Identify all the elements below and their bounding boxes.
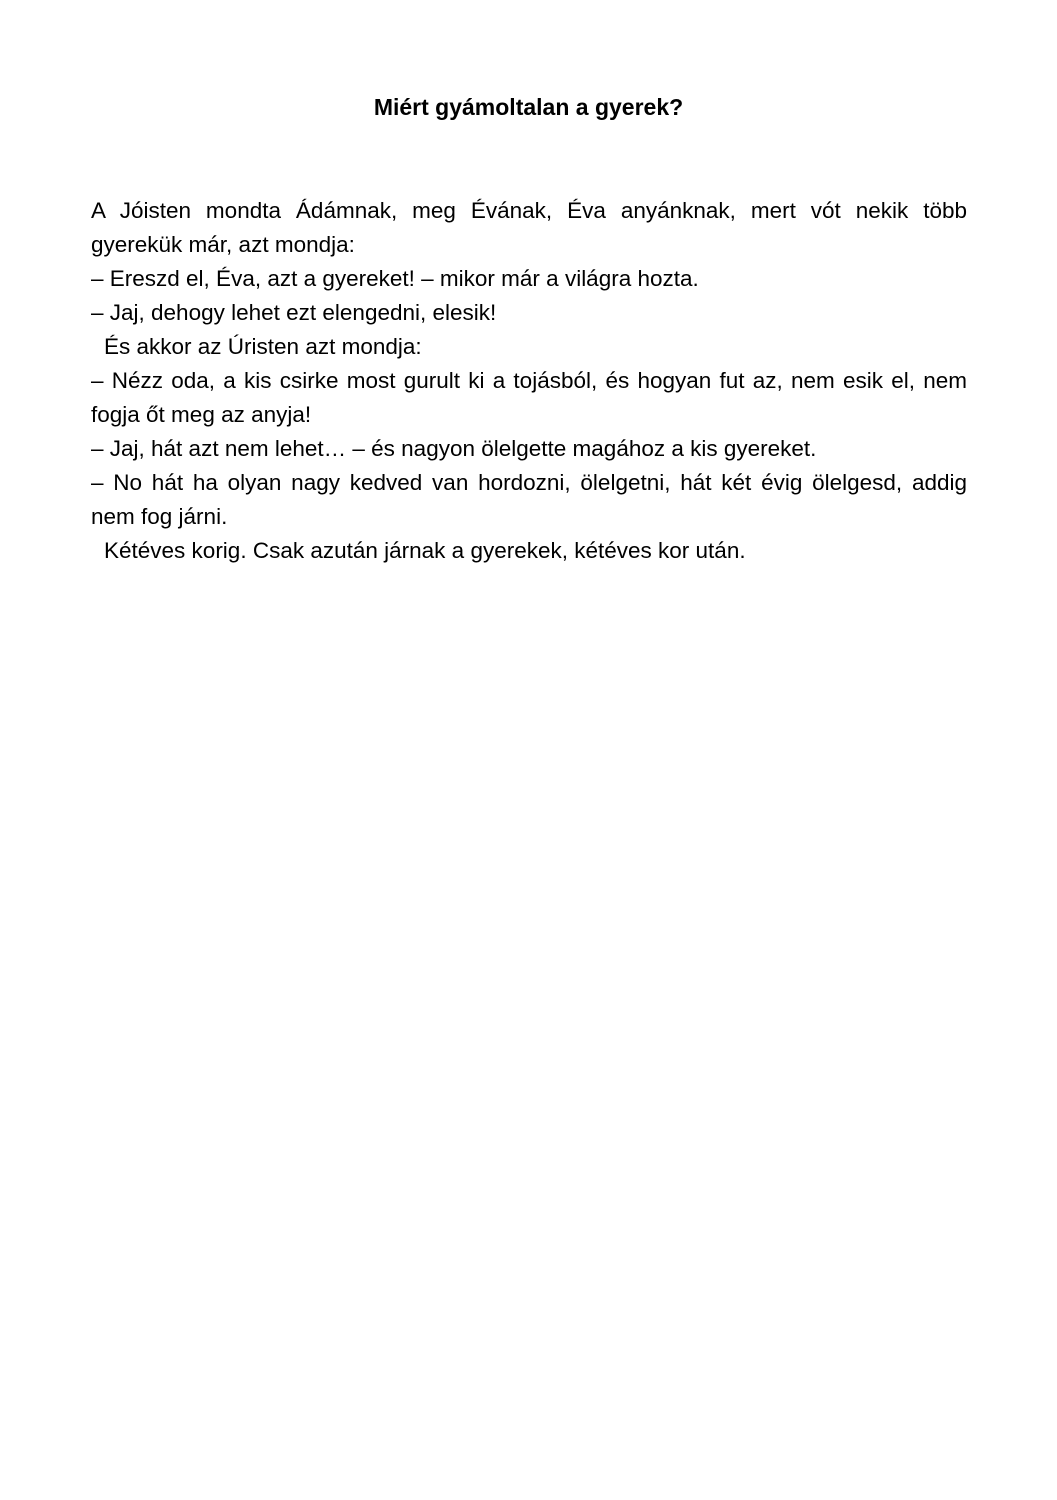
paragraph-5: – Nézz oda, a kis csirke most gurult ki a tojásból, és hogyan fut az, nem esik el, nem fogja őt meg az anyja! <box>91 368 967 427</box>
paragraph-6: – Jaj, hát azt nem lehet… – és nagyon ölelgette magához a kis gyereket. <box>91 436 817 461</box>
paragraph-2: – Ereszd el, Éva, azt a gyereket! – mikor már a világra hozta. <box>91 266 699 291</box>
document-title: Miért gyámoltalan a gyerek? <box>373 94 684 120</box>
paragraph-3: – Jaj, dehogy lehet ezt elengedni, elesik! <box>91 300 497 325</box>
document-body <box>91 194 967 568</box>
paragraph-8: Kétéves korig. Csak azután járnak a gyerekek, kétéves kor után. <box>104 538 746 563</box>
paragraph-7: – No hát ha olyan nagy kedved van hordozni, ölelgetni, hát két évig ölelgesd, addig nem fog járni. <box>91 470 967 529</box>
paragraph-1: A Jóisten mondta Ádámnak, meg Évának, Éva anyánknak, mert vót nekik több gyerekük már, azt mondja: <box>91 198 967 257</box>
paragraph-4: És akkor az Úristen azt mondja: <box>104 334 422 359</box>
